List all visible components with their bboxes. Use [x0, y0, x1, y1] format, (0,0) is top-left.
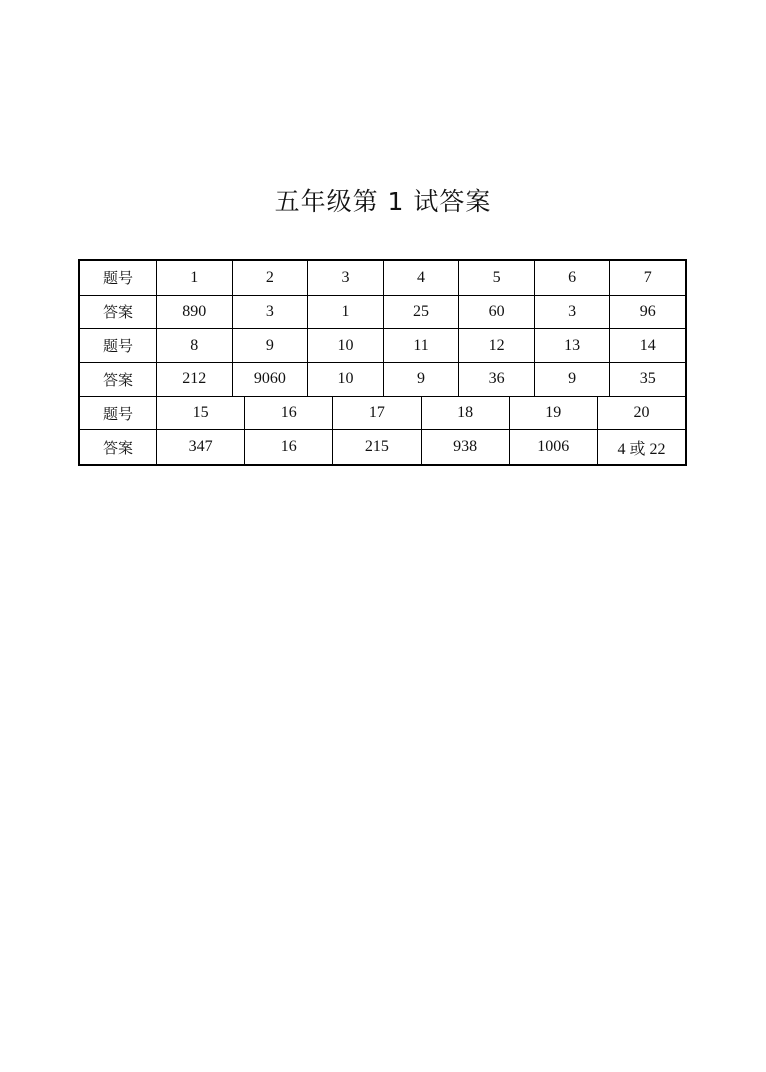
answer-value: 938 — [421, 430, 509, 464]
answer-table — [78, 259, 687, 466]
answer-value: 347 — [156, 430, 244, 464]
question-number: 12 — [458, 329, 534, 362]
question-number: 7 — [609, 261, 685, 295]
answer-label: 答案 — [102, 303, 133, 322]
question-number: 11 — [383, 329, 459, 362]
question-number: 20 — [597, 397, 685, 430]
page-title: 五年级第 1 试答案 — [274, 187, 492, 216]
answer-value: 96 — [609, 296, 685, 329]
table-row-questions-2 — [80, 328, 685, 362]
table-row-questions-3 — [80, 396, 685, 430]
question-number: 16 — [244, 397, 332, 430]
question-number: 1 — [156, 261, 232, 295]
table-row-answers-1 — [80, 295, 685, 329]
answer-value: 4 或 22 — [597, 430, 685, 464]
question-number: 14 — [609, 329, 685, 362]
question-number: 18 — [421, 397, 509, 430]
question-number: 10 — [307, 329, 383, 362]
table-row-questions-1 — [80, 261, 685, 295]
answer-value: 16 — [244, 430, 332, 464]
question-number: 19 — [509, 397, 597, 430]
answer-value: 1 — [307, 296, 383, 329]
question-number: 3 — [307, 261, 383, 295]
question-number: 17 — [332, 397, 420, 430]
answer-value: 1006 — [509, 430, 597, 464]
answer-value: 212 — [156, 363, 232, 396]
answer-label: 答案 — [102, 438, 133, 457]
answer-value: 35 — [609, 363, 685, 396]
answer-value: 9060 — [232, 363, 308, 396]
table-row-answers-2 — [80, 362, 685, 396]
question-label: 题号 — [102, 404, 133, 423]
answer-value: 10 — [307, 363, 383, 396]
question-label: 题号 — [102, 269, 133, 288]
question-number: 13 — [534, 329, 610, 362]
question-label: 题号 — [102, 337, 133, 356]
answer-value: 3 — [534, 296, 610, 329]
answer-value: 25 — [383, 296, 459, 329]
question-number: 8 — [156, 329, 232, 362]
question-number: 5 — [458, 261, 534, 295]
question-number: 2 — [232, 261, 308, 295]
table-row-answers-3 — [80, 429, 685, 464]
answer-value: 890 — [156, 296, 232, 329]
question-number: 6 — [534, 261, 610, 295]
answer-value: 3 — [232, 296, 308, 329]
answer-value: 60 — [458, 296, 534, 329]
question-number: 9 — [232, 329, 308, 362]
question-number: 15 — [156, 397, 244, 430]
answer-label: 答案 — [102, 370, 133, 389]
question-number: 4 — [383, 261, 459, 295]
answer-value: 36 — [458, 363, 534, 396]
answer-value: 9 — [383, 363, 459, 396]
answer-value: 9 — [534, 363, 610, 396]
answer-value: 215 — [332, 430, 420, 464]
